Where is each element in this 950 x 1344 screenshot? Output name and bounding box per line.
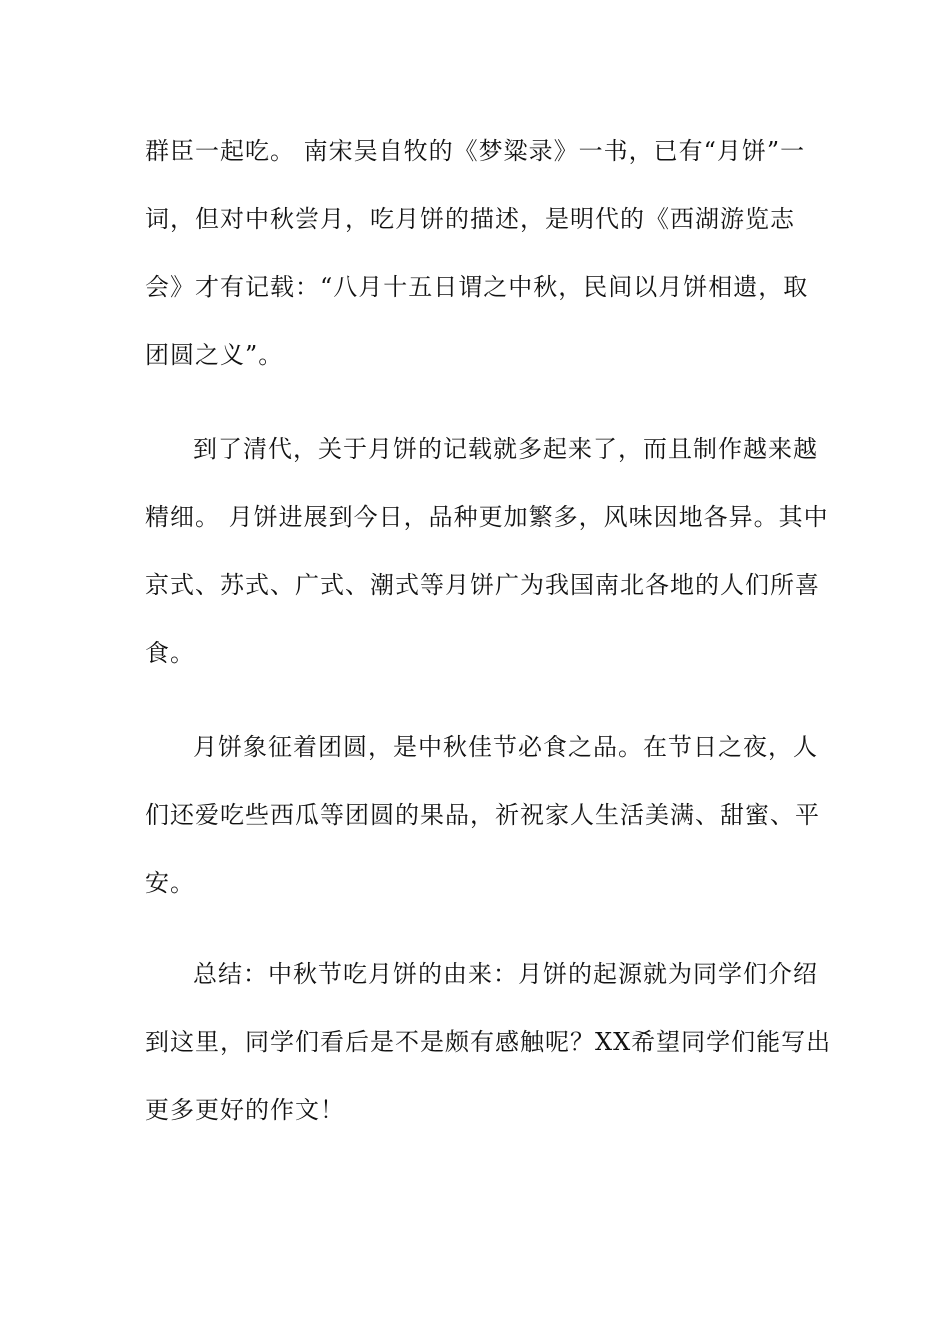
paragraph-line: 会》才有记载：“八月十五日谓之中秋，民间以月饼相遗，取 bbox=[145, 273, 809, 301]
paragraph-line: 安。 bbox=[145, 869, 195, 897]
paragraph-line: 们还爱吃些西瓜等团圆的果品，祈祝家人生活美满、甜蜜、平 bbox=[145, 801, 820, 829]
paragraph-3 bbox=[145, 713, 820, 917]
paragraph-2 bbox=[145, 415, 829, 687]
paragraph-line: 到了清代，关于月饼的记载就多起来了，而且制作越来越 bbox=[193, 435, 818, 463]
paragraph-line: 京式、苏式、广式、潮式等月饼广为我国南北各地的人们所喜 bbox=[145, 571, 820, 599]
paragraph-4 bbox=[145, 940, 832, 1144]
paragraph-line: 月饼象征着团圆，是中秋佳节必食之品。在节日之夜，人 bbox=[193, 733, 818, 761]
paragraph-line: 总结：中秋节吃月饼的由来：月饼的起源就为同学们介绍 bbox=[193, 960, 818, 988]
paragraph-1 bbox=[145, 117, 809, 389]
paragraph-line: 团圆之义”。 bbox=[145, 341, 284, 369]
paragraph-line: 词，但对中秋尝月，吃月饼的描述，是明代的《西湖游览志 bbox=[145, 205, 795, 233]
paragraph-line: 更多更好的作文！ bbox=[145, 1096, 345, 1124]
paragraph-line: 群臣一起吃。 南宋吴自牧的《梦粱录》一书，已有“月饼”一 bbox=[145, 137, 806, 165]
paragraph-line: 精细。 月饼进展到今日，品种更加繁多，风味因地各异。其中 bbox=[145, 503, 829, 531]
paragraph-line: 食。 bbox=[145, 639, 195, 667]
paragraph-line: 到这里，同学们看后是不是颇有感触呢？XX希望同学们能写出 bbox=[145, 1028, 832, 1056]
